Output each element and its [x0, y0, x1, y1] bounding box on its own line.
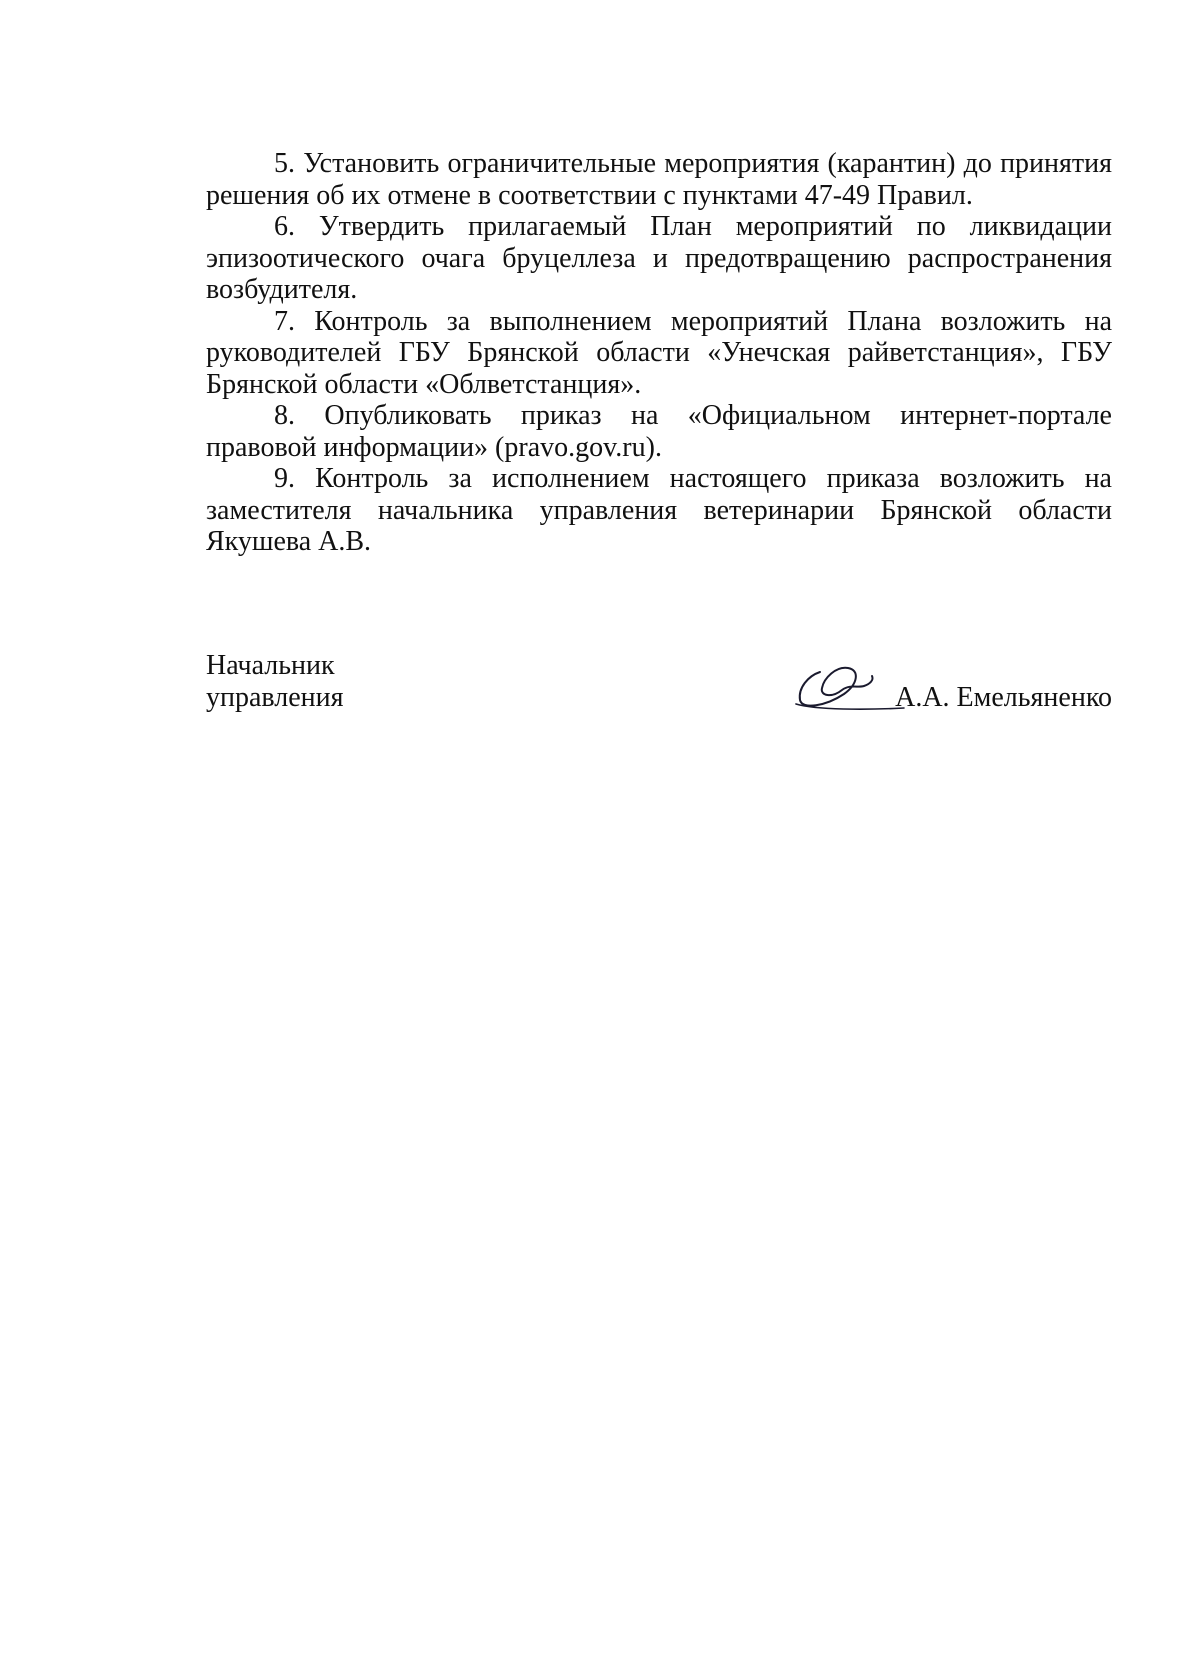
- position-line-2: управления: [206, 682, 344, 713]
- paragraph-9: 9. Контроль за исполнением настоящего приказа возложить на заместителя начальника управления ветеринарии Брянской области Якушева А.В.: [206, 463, 1112, 557]
- signature-block: [206, 650, 1112, 730]
- paragraph-8: 8. Опубликовать приказ на «Официальном интернет-портале правовой информации» (pravo.gov.ru).: [206, 400, 1112, 463]
- position-line-1: Начальник: [206, 650, 335, 681]
- paragraph-6: 6. Утвердить прилагаемый План мероприятий по ликвидации эпизоотического очага бруцеллеза и предотвращению распространения возбудителя.: [206, 211, 1112, 305]
- paragraph-7: 7. Контроль за выполнением мероприятий Плана возложить на руководителей ГБУ Брянской области «Унечская райветстанция», ГБУ Брянской области «Облветстанция».: [206, 305, 1112, 400]
- signatory-position: [206, 650, 344, 714]
- document-body: [206, 148, 1112, 558]
- handwritten-signature-icon: [786, 654, 906, 714]
- paragraph-5: 5. Установить ограничительные мероприятия (карантин) до принятия решения об их отмене в соответствии с пунктами 47-49 Правил.: [206, 148, 1112, 211]
- signatory-name: А.А. Емельяненко: [895, 682, 1112, 713]
